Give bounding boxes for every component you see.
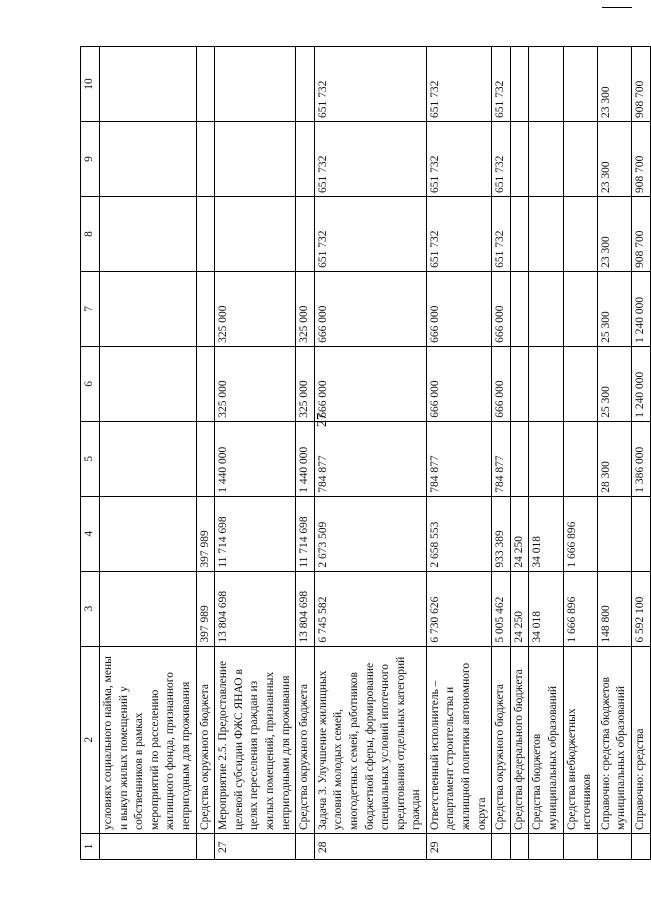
- header-row: [81, 47, 100, 860]
- value-cell: 25 300: [597, 346, 631, 421]
- value-cell: [196, 47, 215, 122]
- value-cell: 25 300: [597, 271, 631, 346]
- description-line: Справочно: средства бюджетов: [599, 677, 612, 830]
- value-cell: 651 732: [426, 47, 491, 122]
- header-cell: 4: [81, 496, 100, 571]
- description-cell: [215, 646, 296, 833]
- value-cell: [196, 122, 215, 197]
- row-number-cell: 27: [215, 833, 296, 859]
- value-cell: [196, 421, 215, 496]
- value-cell: [510, 271, 529, 346]
- value-cell: 6 592 100: [632, 571, 651, 646]
- page-number: 27: [315, 413, 330, 427]
- description-line: жилых помещений, признанных: [263, 671, 276, 830]
- rotated-table-container: [80, 60, 646, 860]
- table-row: [529, 47, 563, 860]
- description-line: Ответственный исполнитель –: [428, 680, 441, 830]
- value-cell: 651 732: [314, 47, 426, 122]
- value-cell: [215, 122, 296, 197]
- value-cell: [563, 421, 597, 496]
- value-cell: [510, 421, 529, 496]
- value-cell: 13 804 698: [215, 571, 296, 646]
- description-cell: [597, 646, 631, 833]
- description-line: многодетных семей, работников: [347, 672, 360, 830]
- description-cell: [426, 646, 491, 833]
- table-row: [215, 47, 296, 860]
- description-cell: [100, 646, 197, 833]
- description-line: условиях социального найма, мены: [102, 656, 114, 830]
- description-cell: [510, 646, 529, 833]
- value-cell: 784 877: [426, 421, 491, 496]
- value-cell: [510, 346, 529, 421]
- value-cell: 908 700: [632, 122, 651, 197]
- value-cell: 651 732: [492, 122, 511, 197]
- description-line: жилищной политики автономного: [460, 662, 473, 830]
- description-line: муниципальных образований: [615, 685, 628, 830]
- row-number-cell: [100, 833, 197, 859]
- description-line: непригодными для проживания: [279, 675, 292, 830]
- row-number-cell: [597, 833, 631, 859]
- value-cell: 1 666 896: [563, 571, 597, 646]
- description-line: граждан: [410, 789, 423, 830]
- value-cell: 2 658 553: [426, 496, 491, 571]
- table-body: [81, 47, 651, 860]
- description-line: целях переселения граждан из: [248, 680, 261, 830]
- value-cell: [529, 346, 563, 421]
- value-cell: 1 440 000: [296, 421, 315, 496]
- value-cell: [563, 47, 597, 122]
- table-row: [426, 47, 491, 860]
- value-cell: [296, 122, 315, 197]
- header-cell: 5: [81, 421, 100, 496]
- row-number-cell: 29: [426, 833, 491, 859]
- value-cell: [563, 346, 597, 421]
- header-cell: 2: [81, 646, 100, 833]
- value-cell: 148 800: [597, 571, 631, 646]
- value-cell: [529, 122, 563, 197]
- value-cell: [510, 122, 529, 197]
- description-line: мероприятий по расселению: [148, 689, 161, 830]
- description-cell: [314, 646, 426, 833]
- value-cell: 397 989: [196, 571, 215, 646]
- description-line: Средства окружного бюджета: [298, 684, 311, 830]
- top-rule: [602, 7, 632, 8]
- value-cell: [296, 47, 315, 122]
- description-line: специальных условий ипотечного: [379, 664, 392, 830]
- row-number-cell: 28: [314, 833, 426, 859]
- description-line: департамент строительства и: [444, 686, 457, 830]
- table-row: [597, 47, 631, 860]
- description-cell: [563, 646, 597, 833]
- value-cell: [196, 271, 215, 346]
- value-cell: [529, 271, 563, 346]
- header-cell: 10: [81, 47, 100, 122]
- value-cell: 784 877: [314, 421, 426, 496]
- value-cell: 666 000: [492, 346, 511, 421]
- table-row: [563, 47, 597, 860]
- value-cell: [100, 496, 197, 571]
- value-cell: [510, 196, 529, 271]
- table-row: [196, 47, 215, 860]
- value-cell: 651 732: [426, 196, 491, 271]
- description-line: муниципальных образований: [547, 685, 560, 830]
- value-cell: [100, 122, 197, 197]
- value-cell: 651 732: [492, 47, 511, 122]
- table-row: [314, 47, 426, 860]
- table-row: [296, 47, 315, 860]
- description-cell: [492, 646, 511, 833]
- description-line: источников: [581, 774, 594, 830]
- value-cell: 1 240 000: [632, 346, 651, 421]
- description-line: жилищного фонда, признанного: [164, 672, 177, 830]
- value-cell: 6 745 582: [314, 571, 426, 646]
- value-cell: [100, 346, 197, 421]
- value-cell: [296, 196, 315, 271]
- value-cell: 5 005 462: [492, 571, 511, 646]
- description-cell: [529, 646, 563, 833]
- value-cell: 34 018: [529, 571, 563, 646]
- description-line: Средства окружного бюджета: [198, 684, 211, 830]
- description-line: округа: [475, 797, 488, 830]
- row-number-cell: [196, 833, 215, 859]
- value-cell: [196, 196, 215, 271]
- value-cell: [529, 421, 563, 496]
- value-cell: [529, 47, 563, 122]
- value-cell: 23 300: [597, 122, 631, 197]
- value-cell: 666 000: [426, 271, 491, 346]
- value-cell: 1 440 000: [215, 421, 296, 496]
- value-cell: [510, 47, 529, 122]
- value-cell: [215, 47, 296, 122]
- value-cell: 1 240 000: [632, 271, 651, 346]
- value-cell: 651 732: [314, 122, 426, 197]
- value-cell: 11 714 698: [215, 496, 296, 571]
- description-line: Средства бюджетов: [531, 733, 544, 830]
- value-cell: 325 000: [296, 271, 315, 346]
- value-cell: 13 804 698: [296, 571, 315, 646]
- header-cell: 7: [81, 271, 100, 346]
- value-cell: 23 300: [597, 47, 631, 122]
- description-line: собственников в рамках: [133, 712, 146, 830]
- description-line: непригодным для проживания: [179, 681, 192, 830]
- value-cell: [100, 271, 197, 346]
- header-cell: 9: [81, 122, 100, 197]
- value-cell: 666 000: [492, 271, 511, 346]
- row-number-cell: [492, 833, 511, 859]
- value-cell: [529, 196, 563, 271]
- description-line: условий молодых семей,: [332, 709, 345, 830]
- description-line: бюджетной сферы, формирование: [363, 662, 376, 830]
- description-cell: [632, 646, 651, 833]
- description-line: и выкуп жилых помещений у: [117, 686, 130, 830]
- value-cell: 325 000: [215, 346, 296, 421]
- value-cell: 397 989: [196, 496, 215, 571]
- value-cell: 24 250: [510, 571, 529, 646]
- value-cell: [563, 271, 597, 346]
- table-row: [510, 47, 529, 860]
- value-cell: 666 000: [314, 346, 426, 421]
- description-line: Справочно: средства: [634, 728, 646, 830]
- value-cell: [597, 496, 631, 571]
- value-cell: 933 389: [492, 496, 511, 571]
- value-cell: [100, 47, 197, 122]
- value-cell: 1 386 000: [632, 421, 651, 496]
- value-cell: [100, 196, 197, 271]
- value-cell: 24 250: [510, 496, 529, 571]
- row-number-cell: [510, 833, 529, 859]
- description-line: Средства внебюджетных: [565, 708, 578, 830]
- row-number-cell: [632, 833, 651, 859]
- description-cell: [296, 646, 315, 833]
- value-cell: 666 000: [314, 271, 426, 346]
- value-cell: [563, 122, 597, 197]
- value-cell: 28 300: [597, 421, 631, 496]
- header-cell: 6: [81, 346, 100, 421]
- value-cell: 23 300: [597, 196, 631, 271]
- description-line: кредитования отдельных категорий: [394, 656, 407, 830]
- description-line: Мероприятие 2.5. Предоставление: [217, 660, 230, 830]
- value-cell: [632, 496, 651, 571]
- description-line: целевой субсидии ФЖС ЯНАО в: [232, 669, 245, 830]
- value-cell: 34 018: [529, 496, 563, 571]
- value-cell: 908 700: [632, 47, 651, 122]
- value-cell: [196, 346, 215, 421]
- program-funding-table: [80, 46, 651, 860]
- table-row: [100, 47, 197, 860]
- value-cell: [215, 196, 296, 271]
- value-cell: 908 700: [632, 196, 651, 271]
- value-cell: 1 666 896: [563, 496, 597, 571]
- value-cell: 6 730 626: [426, 571, 491, 646]
- description-line: Средства федерального бюджета: [512, 669, 525, 830]
- value-cell: [100, 571, 197, 646]
- table-row: [632, 47, 651, 860]
- header-cell: 1: [81, 833, 100, 859]
- value-cell: 784 877: [492, 421, 511, 496]
- value-cell: [563, 196, 597, 271]
- row-number-cell: [529, 833, 563, 859]
- value-cell: 651 732: [314, 196, 426, 271]
- description-line: Задача 3. Улучшение жилищных: [316, 670, 329, 830]
- value-cell: 2 673 509: [314, 496, 426, 571]
- value-cell: 325 000: [215, 271, 296, 346]
- header-cell: 3: [81, 571, 100, 646]
- value-cell: 11 714 698: [296, 496, 315, 571]
- value-cell: 651 732: [426, 122, 491, 197]
- row-number-cell: [563, 833, 597, 859]
- header-cell: 8: [81, 196, 100, 271]
- value-cell: [100, 421, 197, 496]
- row-number-cell: [296, 833, 315, 859]
- value-cell: 651 732: [492, 196, 511, 271]
- value-cell: 325 000: [296, 346, 315, 421]
- description-line: Средства окружного бюджета: [494, 684, 507, 830]
- description-cell: [196, 646, 215, 833]
- value-cell: 666 000: [426, 346, 491, 421]
- table-row: [492, 47, 511, 860]
